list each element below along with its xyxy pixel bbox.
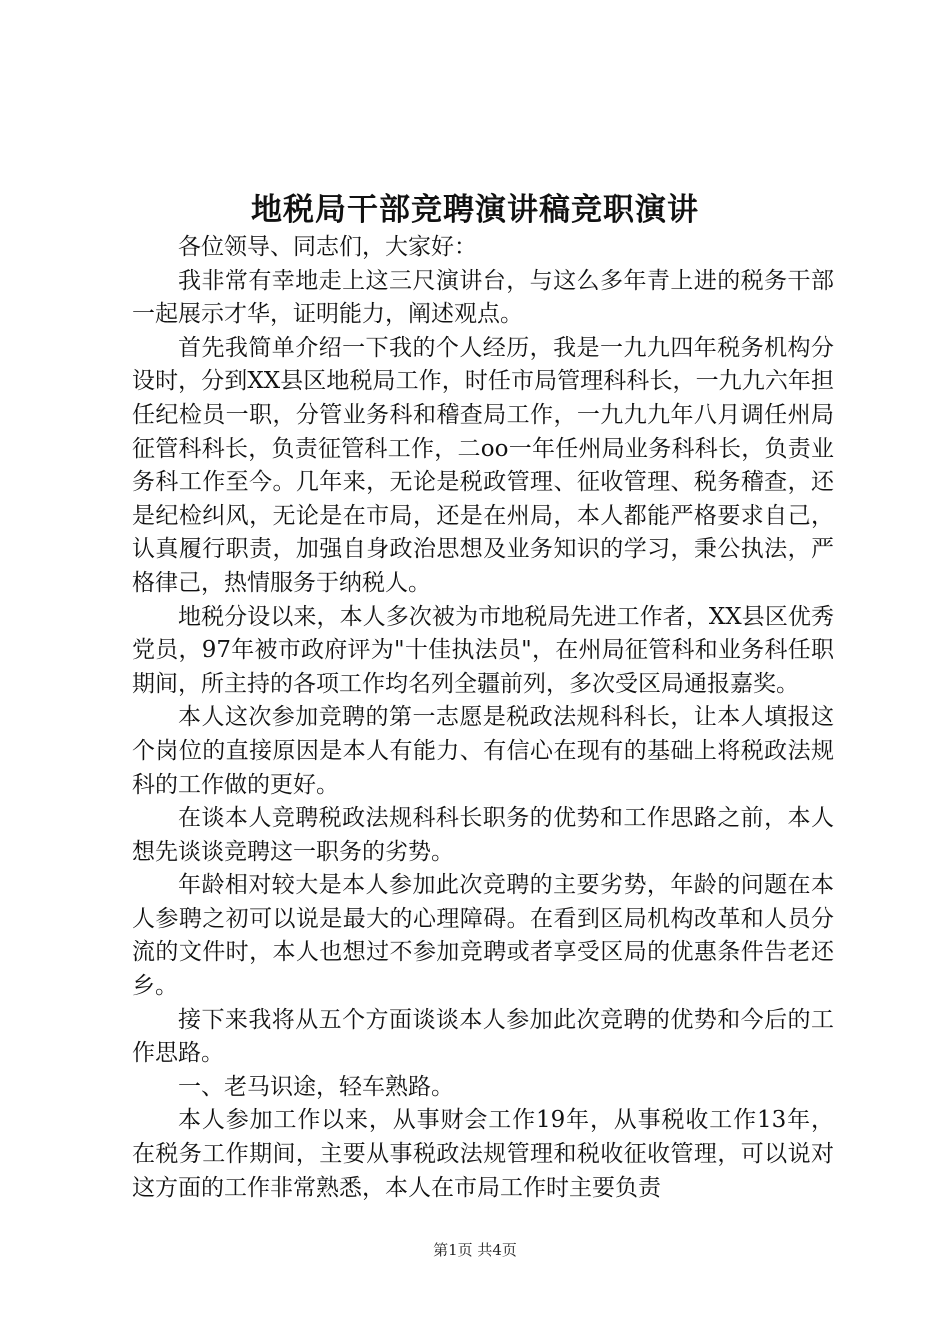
paragraph-opening: 我非常有幸地走上这三尺演讲台，与这么多年青上进的税务干部一起展示才华，证明能力，阐述观点。 xyxy=(132,267,834,328)
paragraph-greeting: 各位领导、同志们，大家好： xyxy=(178,234,477,260)
paragraph-personal-history: 首先我简单介绍一下我的个人经历，我是一九九四年税务机构分设时，分到XX县区地税局工作，时任市局管理科科长，一九九六年担任纪检员一职，分管业务科和稽查局工作，一九九九年八月调任州局征管科科长，负责征管科工作，二oo一年任州局业务科科长，负责业务科工作至今。几年来，无论是税政管理、征收管理、税务稽查，还是纪检纠风，无论是在市局，还是在州局，本人都能严格要求自己，认真履行职责，加强自身政治思想及业务知识的学习，秉公执法，严格律己，热情服务于纳税人。 xyxy=(132,334,834,596)
paragraph-weakness-intro: 在谈本人竞聘税政法规科科长职务的优势和工作思路之前，本人想先谈谈竞聘这一职务的劣势。 xyxy=(132,805,834,865)
paragraph-first-choice: 本人这次参加竞聘的第一志愿是税政法规科科长，让本人填报这个岗位的直接原因是本人有能力、有信心在现有的基础上将税政法规科的工作做的更好。 xyxy=(132,704,834,798)
paragraph-honors: 地税分设以来，本人多次被为市地税局先进工作者，XX县区优秀党员，97年被市政府评为"十佳执法员"，在州局征管科和业务科任职期间，所主持的各项工作均名列全疆前列，多次受区局通报嘉奖。 xyxy=(132,603,834,697)
document-title: 地税局干部竞聘演讲稿竞职演讲 xyxy=(251,192,699,228)
paragraph-five-aspects: 接下来我将从五个方面谈谈本人参加此次竞聘的优势和今后的工作思路。 xyxy=(132,1006,834,1067)
document-body xyxy=(132,231,834,1205)
paragraph-work-experience: 本人参加工作以来，从事财会工作19年，从事税收工作13年，在税务工作期间，主要从事税政法规管理和税收征收管理，可以说对这方面的工作非常熟悉，本人在市局工作时主要负责 xyxy=(132,1107,834,1201)
page-number-footer: 第1页 共4页 xyxy=(433,1241,517,1259)
paragraph-age-weakness: 年龄相对较大是本人参加此次竞聘的主要劣势，年龄的问题在本人参聘之初可以说是最大的心理障碍。在看到区局机构改革和人员分流的文件时，本人也想过不参加竞聘或者享受区局的优惠条件告老还乡。 xyxy=(132,872,834,1000)
section-heading-one: 一、老马识途，轻车熟路。 xyxy=(178,1073,454,1100)
